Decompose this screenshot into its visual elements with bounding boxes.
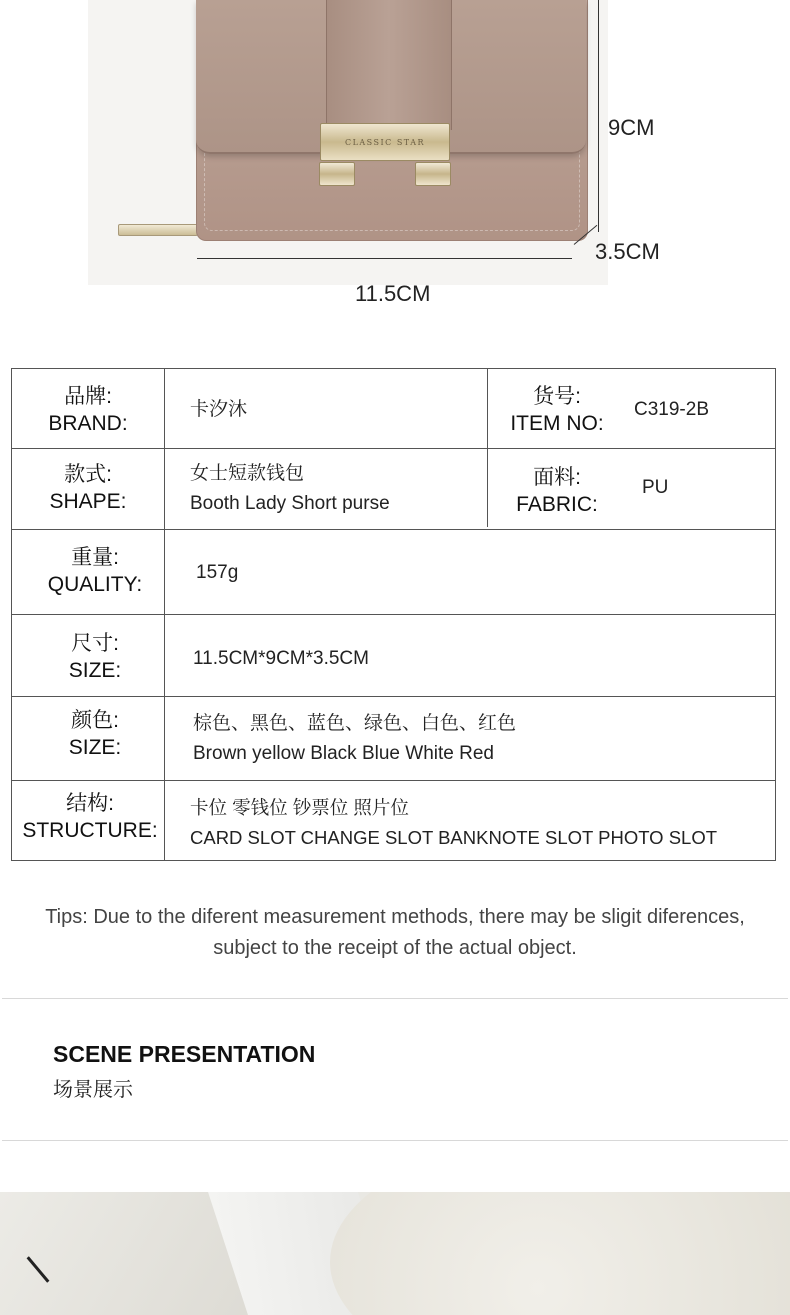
color-label [12, 707, 178, 761]
quality-value: 157g [196, 562, 239, 583]
fabric-label-zh: 面料: [533, 466, 581, 489]
structure-value-en: CARD SLOT CHANGE SLOT BANKNOTE SLOT PHOTO SLOT [190, 827, 718, 848]
structure-value-zh: 卡位 零钱位 钞票位 照片位 [190, 797, 409, 818]
size-label-en: SIZE: [68, 659, 122, 682]
brand-value: 卡汐沐 [190, 399, 248, 420]
column-divider [487, 369, 488, 527]
tips-line-2: subject to the receipt of the actual object. [213, 937, 577, 959]
scene-section-subtitle: 场景展示 [53, 1077, 133, 1101]
scene-photo [0, 1192, 790, 1315]
color-value [193, 709, 516, 769]
spec-table [11, 368, 776, 861]
item-no-label-en: ITEM NO: [510, 412, 604, 435]
fabric-label [502, 464, 612, 518]
item-no-label [502, 383, 612, 437]
scene-section-title: SCENE PRESENTATION [53, 1041, 316, 1067]
fabric-value: PU [642, 477, 669, 498]
section-divider [2, 998, 788, 999]
height-dimension: 9CM [608, 115, 655, 140]
zipper-pull [118, 224, 198, 236]
color-value-zh: 棕色、黑色、蓝色、绿色、白色、红色 [193, 713, 517, 734]
hinge-knuckle-left [319, 162, 355, 186]
scene-photo-object [330, 1192, 790, 1315]
width-dimension: 11.5CM [355, 281, 431, 306]
product-photo [88, 0, 608, 285]
shape-value [190, 459, 390, 519]
shape-value-en: Booth Lady Short purse [190, 493, 390, 514]
hinge-knuckle-right [415, 162, 451, 186]
item-no-value: C319-2B [634, 399, 709, 420]
color-label-en: SIZE: [68, 736, 122, 759]
column-divider [164, 369, 165, 860]
tips-line-1: Tips: Due to the diferent measurement methods, there may be sligit diferences, [45, 906, 745, 928]
shape-label-zh: 款式: [64, 463, 112, 486]
size-label-zh: 尺寸: [71, 632, 119, 655]
structure-label [16, 790, 164, 844]
height-measure-line [598, 0, 599, 232]
size-value: 11.5CM*9CM*3.5CM [193, 648, 369, 669]
brand-label-zh: 品牌: [64, 385, 112, 408]
row-divider [12, 448, 775, 449]
shape-value-zh: 女士短款钱包 [190, 463, 305, 484]
brand-label-en: BRAND: [48, 412, 128, 435]
row-divider [12, 614, 775, 615]
shape-label-en: SHAPE: [49, 490, 127, 513]
row-divider [12, 529, 775, 530]
color-value-en: Brown yellow Black Blue White Red [193, 743, 494, 764]
row-divider [12, 780, 775, 781]
quality-label-zh: 重量: [71, 546, 119, 569]
quality-label [12, 544, 178, 598]
structure-label-zh: 结构: [66, 792, 114, 815]
section-divider [2, 1140, 788, 1141]
row-divider [12, 696, 775, 697]
quality-label-en: QUALITY: [47, 573, 143, 596]
structure-value [190, 793, 717, 853]
width-measure-line [197, 258, 572, 259]
size-label [12, 630, 178, 684]
wallet-hinge [319, 162, 449, 184]
wallet-strap [326, 0, 452, 130]
brand-label [12, 383, 164, 437]
color-label-zh: 颜色: [71, 709, 119, 732]
item-no-label-zh: 货号: [533, 385, 581, 408]
depth-dimension: 3.5CM [595, 239, 660, 264]
shape-label [12, 461, 164, 515]
structure-label-en: STRUCTURE: [22, 819, 158, 842]
measurement-tips [20, 902, 770, 964]
wallet-clasp: CLASSIC STAR [320, 123, 450, 161]
fabric-label-en: FABRIC: [516, 493, 598, 516]
